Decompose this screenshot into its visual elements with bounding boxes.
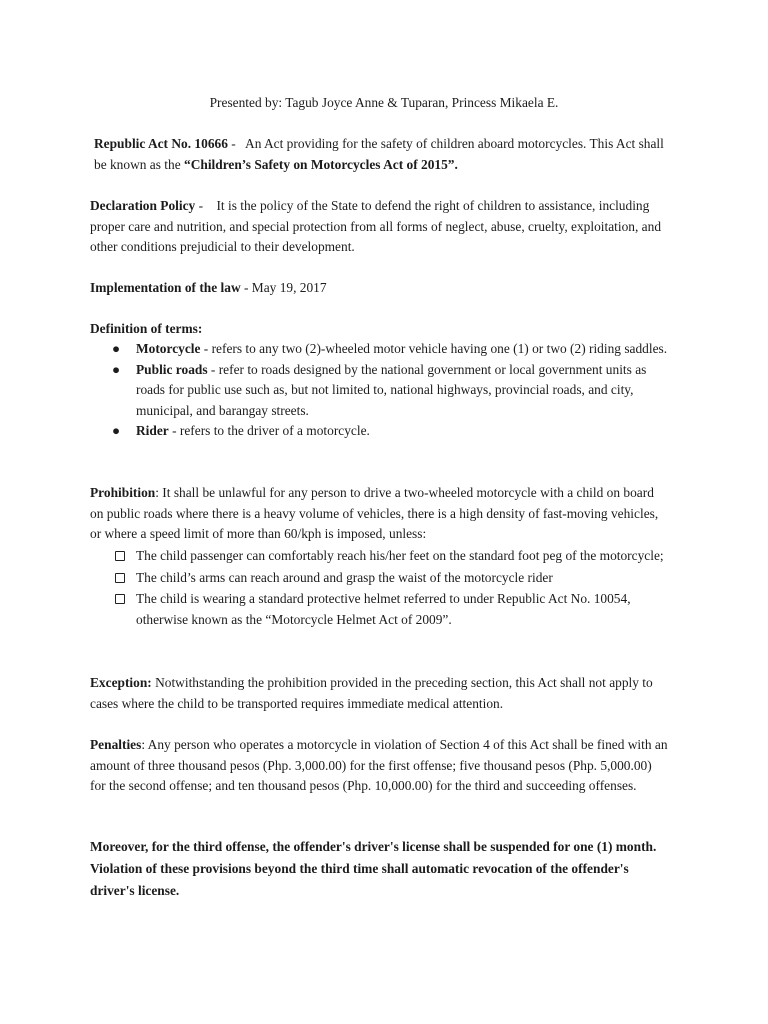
definition-term: Motorcycle <box>136 341 201 356</box>
prohibition-paragraph <box>90 483 670 545</box>
declaration-label: Declaration Policy <box>90 198 196 213</box>
moreover-text: Moreover, for the third offense, the offender's driver's license shall be suspended for one (1) month. Violation of these provisions beyond the third time shall automatic revocation of the offender's driver's license. <box>90 839 657 898</box>
definition-item <box>90 421 670 442</box>
penalties-paragraph <box>90 735 670 797</box>
checkbox-icon <box>115 594 125 604</box>
republic-act-label: Republic Act No. 10666 <box>94 136 228 151</box>
presented-by-line <box>0 93 768 114</box>
implementation-paragraph <box>90 278 670 299</box>
declaration-text: It is the policy of the State to defend the right of children to assistance, including proper care and nutrition, and special protection from all forms of neglect, abuse, cruelty, exploitation, and other conditions prejudicial to their development. <box>90 198 665 255</box>
republic-act-text: An Act providing for the safety of children aboard motorcycles. This Act shall be known as the <box>94 136 668 172</box>
bullet-icon: ● <box>112 361 121 377</box>
definitions-list <box>90 339 670 442</box>
exception-label: Exception: <box>90 675 152 690</box>
bullet-icon: ● <box>112 423 121 439</box>
definition-item <box>90 339 670 360</box>
prohibition-text: : It shall be unlawful for any person to drive a two-wheeled motorcycle with a child on board on public roads where there is a heavy volume of vehicles, there is a high density of fast-moving vehicles, or where a speed limit of more than 60/kph is imposed, unless: <box>90 485 659 542</box>
declaration-paragraph <box>90 196 670 258</box>
condition-text: The child is wearing a standard protective helmet referred to under Republic Act No. 10054, otherwise known as the “Motorcycle Helmet Act of 2009”. <box>136 591 631 627</box>
exception-text: Notwithstanding the prohibition provided in the preceding section, this Act shall not apply to cases where the child to be transported requires immediate medical attention. <box>90 675 653 711</box>
definition-text: - refers to any two (2)-wheeled motor vehicle having one (1) or two (2) riding saddles. <box>200 341 668 356</box>
checkbox-icon <box>115 573 125 583</box>
definitions-heading <box>90 319 670 340</box>
exception-paragraph <box>90 673 670 714</box>
definition-text: - refers to the driver of a motorcycle. <box>168 423 370 439</box>
condition-item <box>90 546 670 567</box>
checkbox-icon <box>115 551 125 561</box>
declaration-separator: - <box>195 198 204 213</box>
prohibition-label: Prohibition <box>90 485 156 500</box>
definition-term: Rider <box>136 423 169 439</box>
condition-text: The child passenger can comfortably reach his/her feet on the standard foot peg of the motorcycle; <box>136 548 664 563</box>
definitions-heading-text: Definition of terms: <box>90 321 203 336</box>
prohibition-conditions-list <box>90 546 670 631</box>
condition-item <box>90 589 670 630</box>
republic-act-short-title: “Children’s Safety on Motorcycles Act of 2015”. <box>184 156 458 172</box>
republic-act-separator: - <box>227 136 236 151</box>
definition-term: Public roads <box>136 361 208 377</box>
presented-by-text: Presented by: Tagub Joyce Anne & Tuparan, Princess Mikaela E. <box>209 95 559 110</box>
implementation-text: - May 19, 2017 <box>240 280 327 295</box>
penalties-text: : Any person who operates a motorcycle in violation of Section 4 of this Act shall be fined with an amount of three thousand pesos (Php. 3,000.00) for the first offense; five thousand pesos (Php. 5,000.00) for the second offense; and ten thousand pesos (Php. 10,000.00) for the third and succeeding offenses. <box>90 737 668 794</box>
condition-item <box>90 568 670 589</box>
penalties-label: Penalties <box>90 737 142 752</box>
moreover-paragraph <box>90 836 670 902</box>
republic-act-paragraph <box>94 134 674 175</box>
condition-text: The child’s arms can reach around and grasp the waist of the motorcycle rider <box>136 569 553 585</box>
definition-item <box>90 360 670 422</box>
bullet-icon: ● <box>112 341 121 356</box>
implementation-label: Implementation of the law <box>90 280 241 295</box>
definition-text: - refer to roads designed by the national government or local government units as roads for public use such as, but not limited to, national highways, provincial roads, and city, municipal, and barangay streets. <box>136 361 647 418</box>
